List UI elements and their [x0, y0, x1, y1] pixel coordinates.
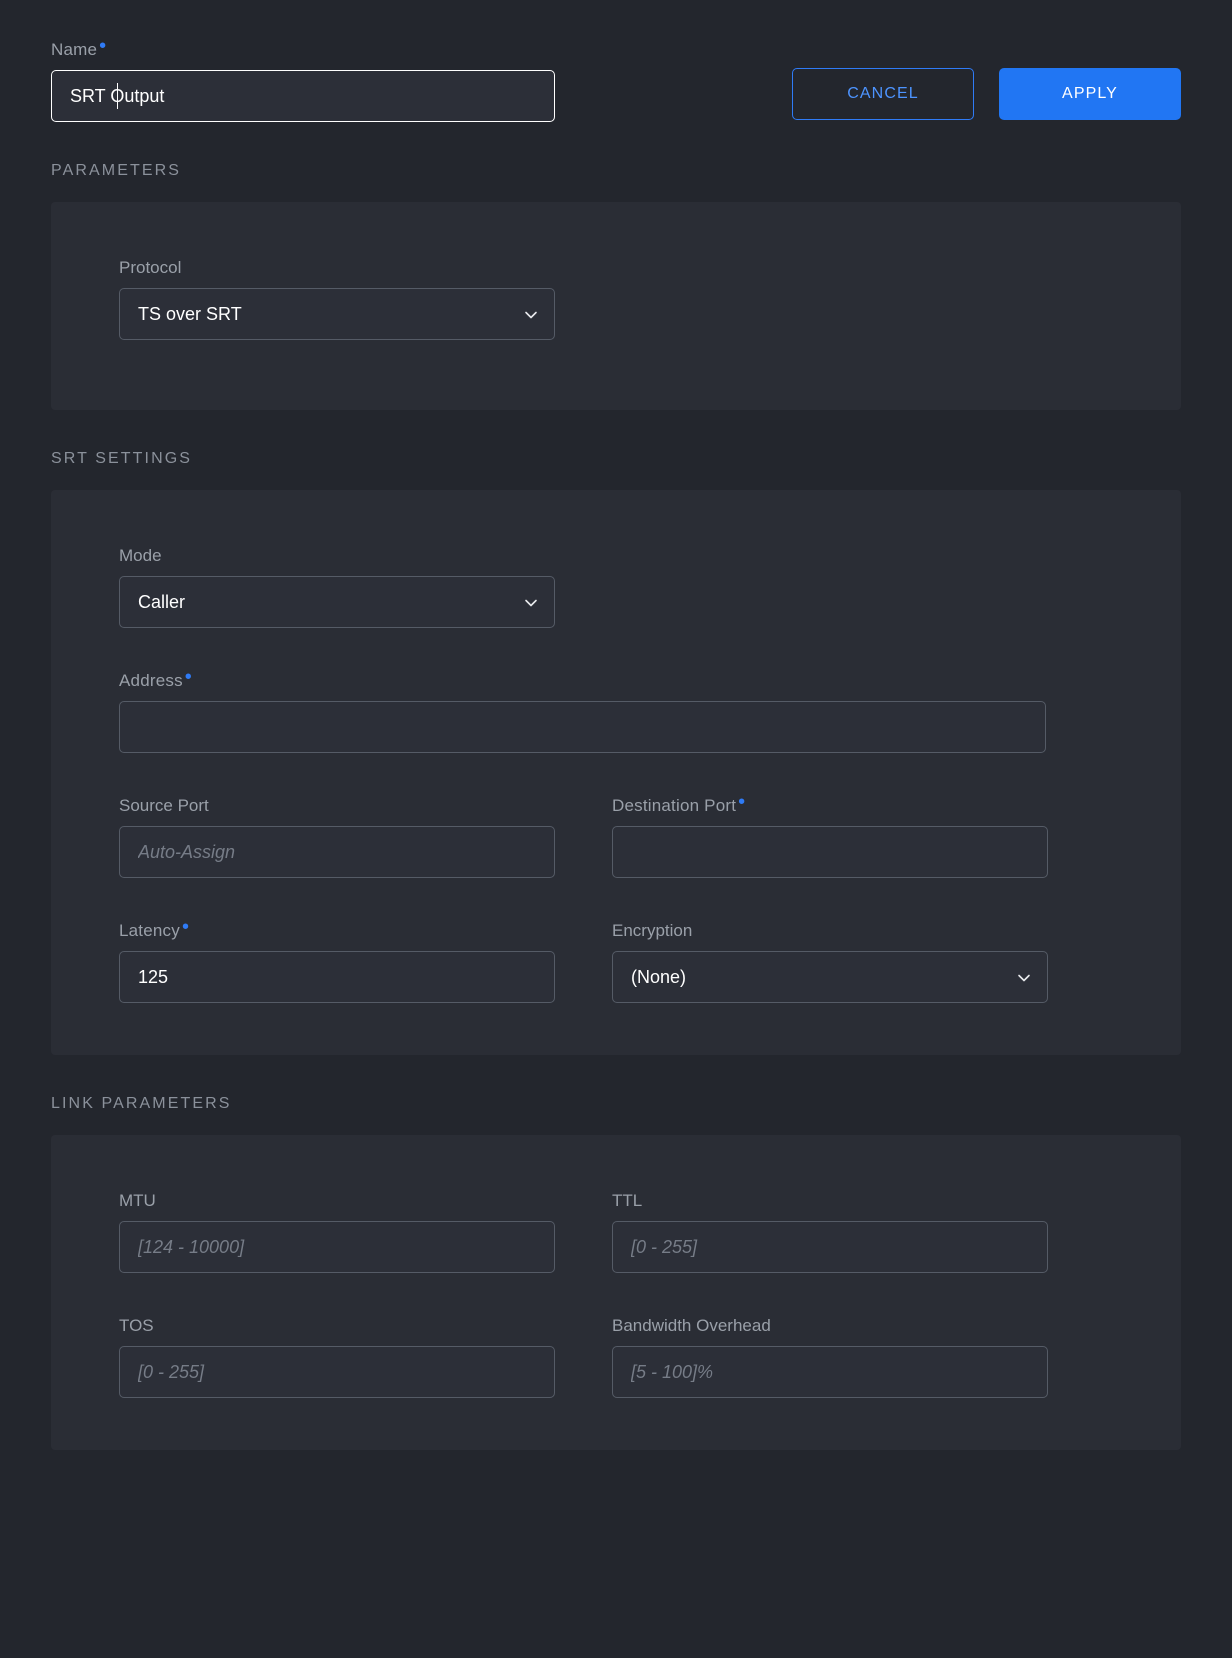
latency-label: [119, 916, 555, 941]
srt-mode-empty-cell: [612, 546, 1048, 628]
spacer: [119, 753, 1181, 796]
header-row: [51, 0, 1181, 122]
ttl-field-group: [612, 1191, 1048, 1273]
action-buttons: [792, 40, 1181, 120]
destination-port-field-group: [612, 791, 1048, 878]
spacer: [119, 1273, 1181, 1316]
spacer: [119, 878, 1181, 921]
latency-label-text: Latency: [119, 921, 180, 940]
latency-field-group: [119, 916, 555, 1003]
link-parameters-panel: [51, 1135, 1181, 1450]
address-field-group: [119, 666, 1046, 753]
parameters-panel: [51, 202, 1181, 410]
mode-label: Mode: [119, 546, 162, 565]
destination-port-label: [612, 791, 1048, 816]
srt-settings-panel: [51, 490, 1181, 1055]
destination-port-input[interactable]: [612, 826, 1048, 878]
required-indicator-icon: •: [738, 791, 746, 813]
srt-ports-grid: [119, 791, 1181, 878]
protocol-select-wrapper: [119, 288, 555, 340]
latency-input[interactable]: [119, 951, 555, 1003]
srt-address-grid: [119, 666, 1181, 753]
mtu-field-group: [119, 1191, 555, 1273]
mtu-input[interactable]: [119, 1221, 555, 1273]
mtu-label: MTU: [119, 1191, 156, 1210]
encryption-select-wrapper: [612, 951, 1048, 1003]
protocol-field-group: [119, 258, 555, 340]
name-label-text: Name: [51, 40, 98, 59]
required-indicator-icon: •: [99, 35, 107, 57]
srt-latency-grid: [119, 916, 1181, 1003]
tos-input[interactable]: [119, 1346, 555, 1398]
parameters-empty-cell: [612, 258, 1048, 340]
spacer: [119, 628, 1181, 671]
address-input[interactable]: [119, 701, 1046, 753]
link-row-2: [119, 1316, 1181, 1398]
ttl-input[interactable]: [612, 1221, 1048, 1273]
mode-field-group: [119, 546, 555, 628]
address-label: [119, 666, 1046, 691]
source-port-input[interactable]: [119, 826, 555, 878]
parameters-grid: [119, 258, 1181, 340]
parameters-section-title: PARAMETERS: [51, 162, 182, 179]
tos-label: TOS: [119, 1316, 154, 1335]
bandwidth-overhead-field-group: [612, 1316, 1048, 1398]
mode-select-wrapper: [119, 576, 555, 628]
mode-select[interactable]: [119, 576, 555, 628]
srt-settings-section-title: SRT SETTINGS: [51, 450, 193, 467]
required-indicator-icon: •: [181, 916, 190, 938]
text-caret: [117, 83, 118, 109]
cancel-button[interactable]: CANCEL: [792, 68, 974, 120]
tos-field-group: [119, 1316, 555, 1398]
protocol-select[interactable]: [119, 288, 555, 340]
name-label: [51, 35, 555, 60]
bandwidth-overhead-input[interactable]: [612, 1346, 1048, 1398]
name-input[interactable]: [51, 70, 555, 122]
name-field-group: [51, 35, 555, 122]
link-parameters-section-title: LINK PARAMETERS: [51, 1095, 232, 1112]
address-label-text: Address: [119, 671, 183, 690]
encryption-field-group: [612, 921, 1048, 1003]
protocol-label: Protocol: [119, 258, 182, 277]
name-input-wrapper: [51, 70, 555, 122]
source-port-label: Source Port: [119, 796, 209, 815]
apply-button[interactable]: APPLY: [999, 68, 1181, 120]
destination-port-label-text: Destination Port: [612, 796, 737, 815]
bandwidth-overhead-label: Bandwidth Overhead: [612, 1316, 771, 1335]
encryption-label: Encryption: [612, 921, 693, 940]
link-row-1: [119, 1191, 1181, 1273]
ttl-label: TTL: [612, 1191, 643, 1210]
srt-mode-grid: [119, 546, 1181, 628]
source-port-field-group: [119, 796, 555, 878]
encryption-select[interactable]: [612, 951, 1048, 1003]
required-indicator-icon: •: [184, 666, 192, 688]
